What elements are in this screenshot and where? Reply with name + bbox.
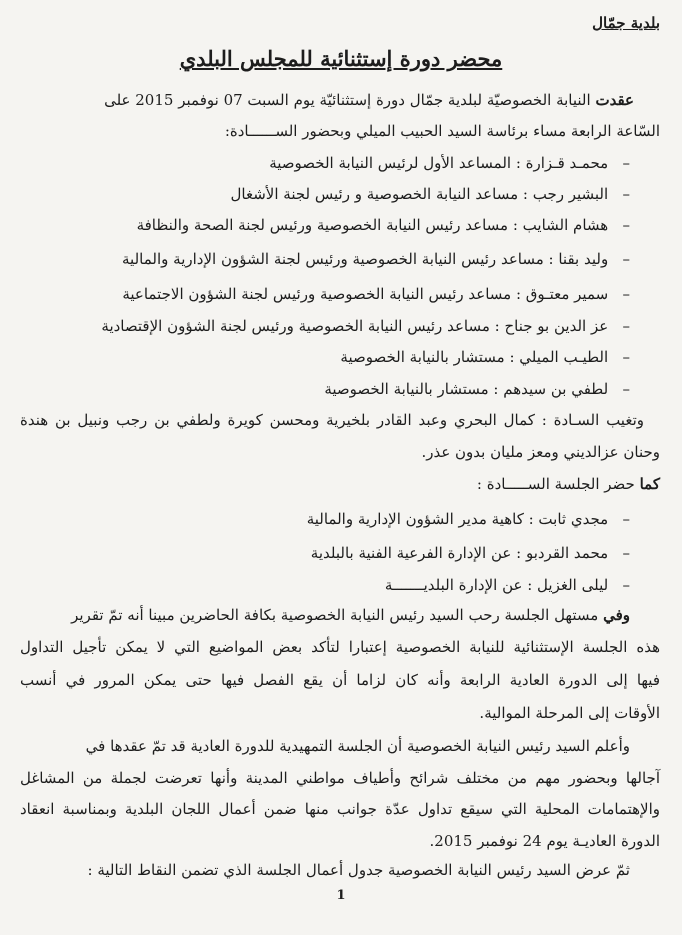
- para1-line-2: هذه الجلسة الإستثنائية للنيابة الخصوصية إعتبارا لتأكد بعض المواضيع التي لا يمكن تأجيل التداول: [20, 638, 660, 656]
- attendee-item: – البشير رجب : مساعد النيابة الخصوصية و رئيس لجنة الأشغال: [230, 185, 630, 203]
- para1-lead: وفي: [603, 606, 630, 624]
- staff-item: – ليلى الغزيل : عن الإدارة البلديـــــــة: [384, 576, 630, 594]
- intro-line-1: [104, 90, 634, 110]
- para2-line-3: والإهتمامات المحلية التي سيقع تداول عدّة جوانب منها ضمن أعمال اللجان البلدية وبمناسبة انعقاد: [20, 800, 660, 818]
- para2-line-2: آجالها وبحضور مهم من مختلف شرائح وأطياف مواطني المدينة وأنها تعرضت لجملة من المشاغل: [20, 769, 660, 787]
- intro-text-1: النيابة الخصوصيّة لبلدية جمّال دورة إستثنائيّة يوم السبت 07 نوفمبر 2015 على: [104, 91, 591, 109]
- intro-line-2: السّاعة الرابعة مساء برئاسة السيد الحبيب الميلي وبحضور الســــــادة:: [224, 122, 660, 140]
- staff-item: – محمد القردبو : عن الإدارة الفرعية الفنية بالبلدية: [310, 544, 630, 562]
- attendee-item: – هشام الشايب : مساعد رئيس النيابة الخصوصية ورئيس لجنة الصحة والنظافة: [136, 216, 630, 234]
- attendee-item: – عز الدين بو جناح : مساعد رئيس النيابة الخصوصية ورئيس لجنة الشؤون الإقتصادية: [101, 317, 630, 335]
- para3-line: ثمّ عرض السيد رئيس النيابة الخصوصية جدول أعمال الجلسة الذي تضمن النقاط التالية :: [87, 861, 630, 879]
- attendee-item: – الطيـب الميلي : مستشار بالنيابة الخصوصية: [340, 348, 630, 366]
- para1-line-1: وفي مستهل الجلسة رحب السيد رئيس النيابة الخصوصية بكافة الحاضرين مبينا أنه تمّ تقرير: [71, 606, 630, 624]
- attendee-item: – وليد بقنا : مساعد رئيس النيابة الخصوصية ورئيس لجنة الشؤون الإدارية والمالية: [122, 250, 630, 268]
- absent-line-1: وتغيب السـادة : كمال البحري وعبد القادر بلخيرية ومحسن كويرة ولطفي بن رجب ونبيل بن هندة: [20, 411, 644, 429]
- staff-item: – مجدي ثابت : كاهية مدير الشؤون الإدارية والمالية: [306, 510, 630, 528]
- page-number: 1: [336, 888, 346, 903]
- para1-line-4: الأوقات إلى المرحلة الموالية.: [479, 704, 660, 722]
- also-present-lead: كما: [639, 475, 660, 493]
- municipality-header: بلدية جمّال: [592, 14, 660, 32]
- para2-line-1: وأعلم السيد رئيس النيابة الخصوصية أن الجلسة التمهيدية للدورة العادية قد تمّ عقدها في: [85, 737, 630, 755]
- para1-line-3: فيها إلى الدورة العادية الرابعة وأنه كان لزاما أن يقع الفصل فيها حتى يمكن المرور في أنسب: [20, 671, 660, 689]
- attendee-item: – لطفي بن سيدهم : مستشار بالنيابة الخصوصية: [324, 380, 630, 398]
- para2-line-4: الدورة العاديـة يوم 24 نوفمبر 2015.: [429, 832, 660, 850]
- intro-lead: عقدت: [595, 91, 634, 109]
- absent-line-2: وحنان عزالديني ومعز مليان بدون عذر.: [421, 443, 660, 461]
- attendee-item: – محمـد قـزارة : المساعد الأول لرئيس النيابة الخصوصية: [269, 154, 630, 172]
- also-present-heading: كما حضر الجلسة الســـــادة :: [476, 475, 660, 493]
- attendee-item: – سمير معتـوق : مساعد رئيس النيابة الخصوصية ورئيس لجنة الشؤون الاجتماعية: [122, 285, 630, 303]
- document-title: محضر دورة إستثنائية للمجلس البلدي: [179, 46, 503, 71]
